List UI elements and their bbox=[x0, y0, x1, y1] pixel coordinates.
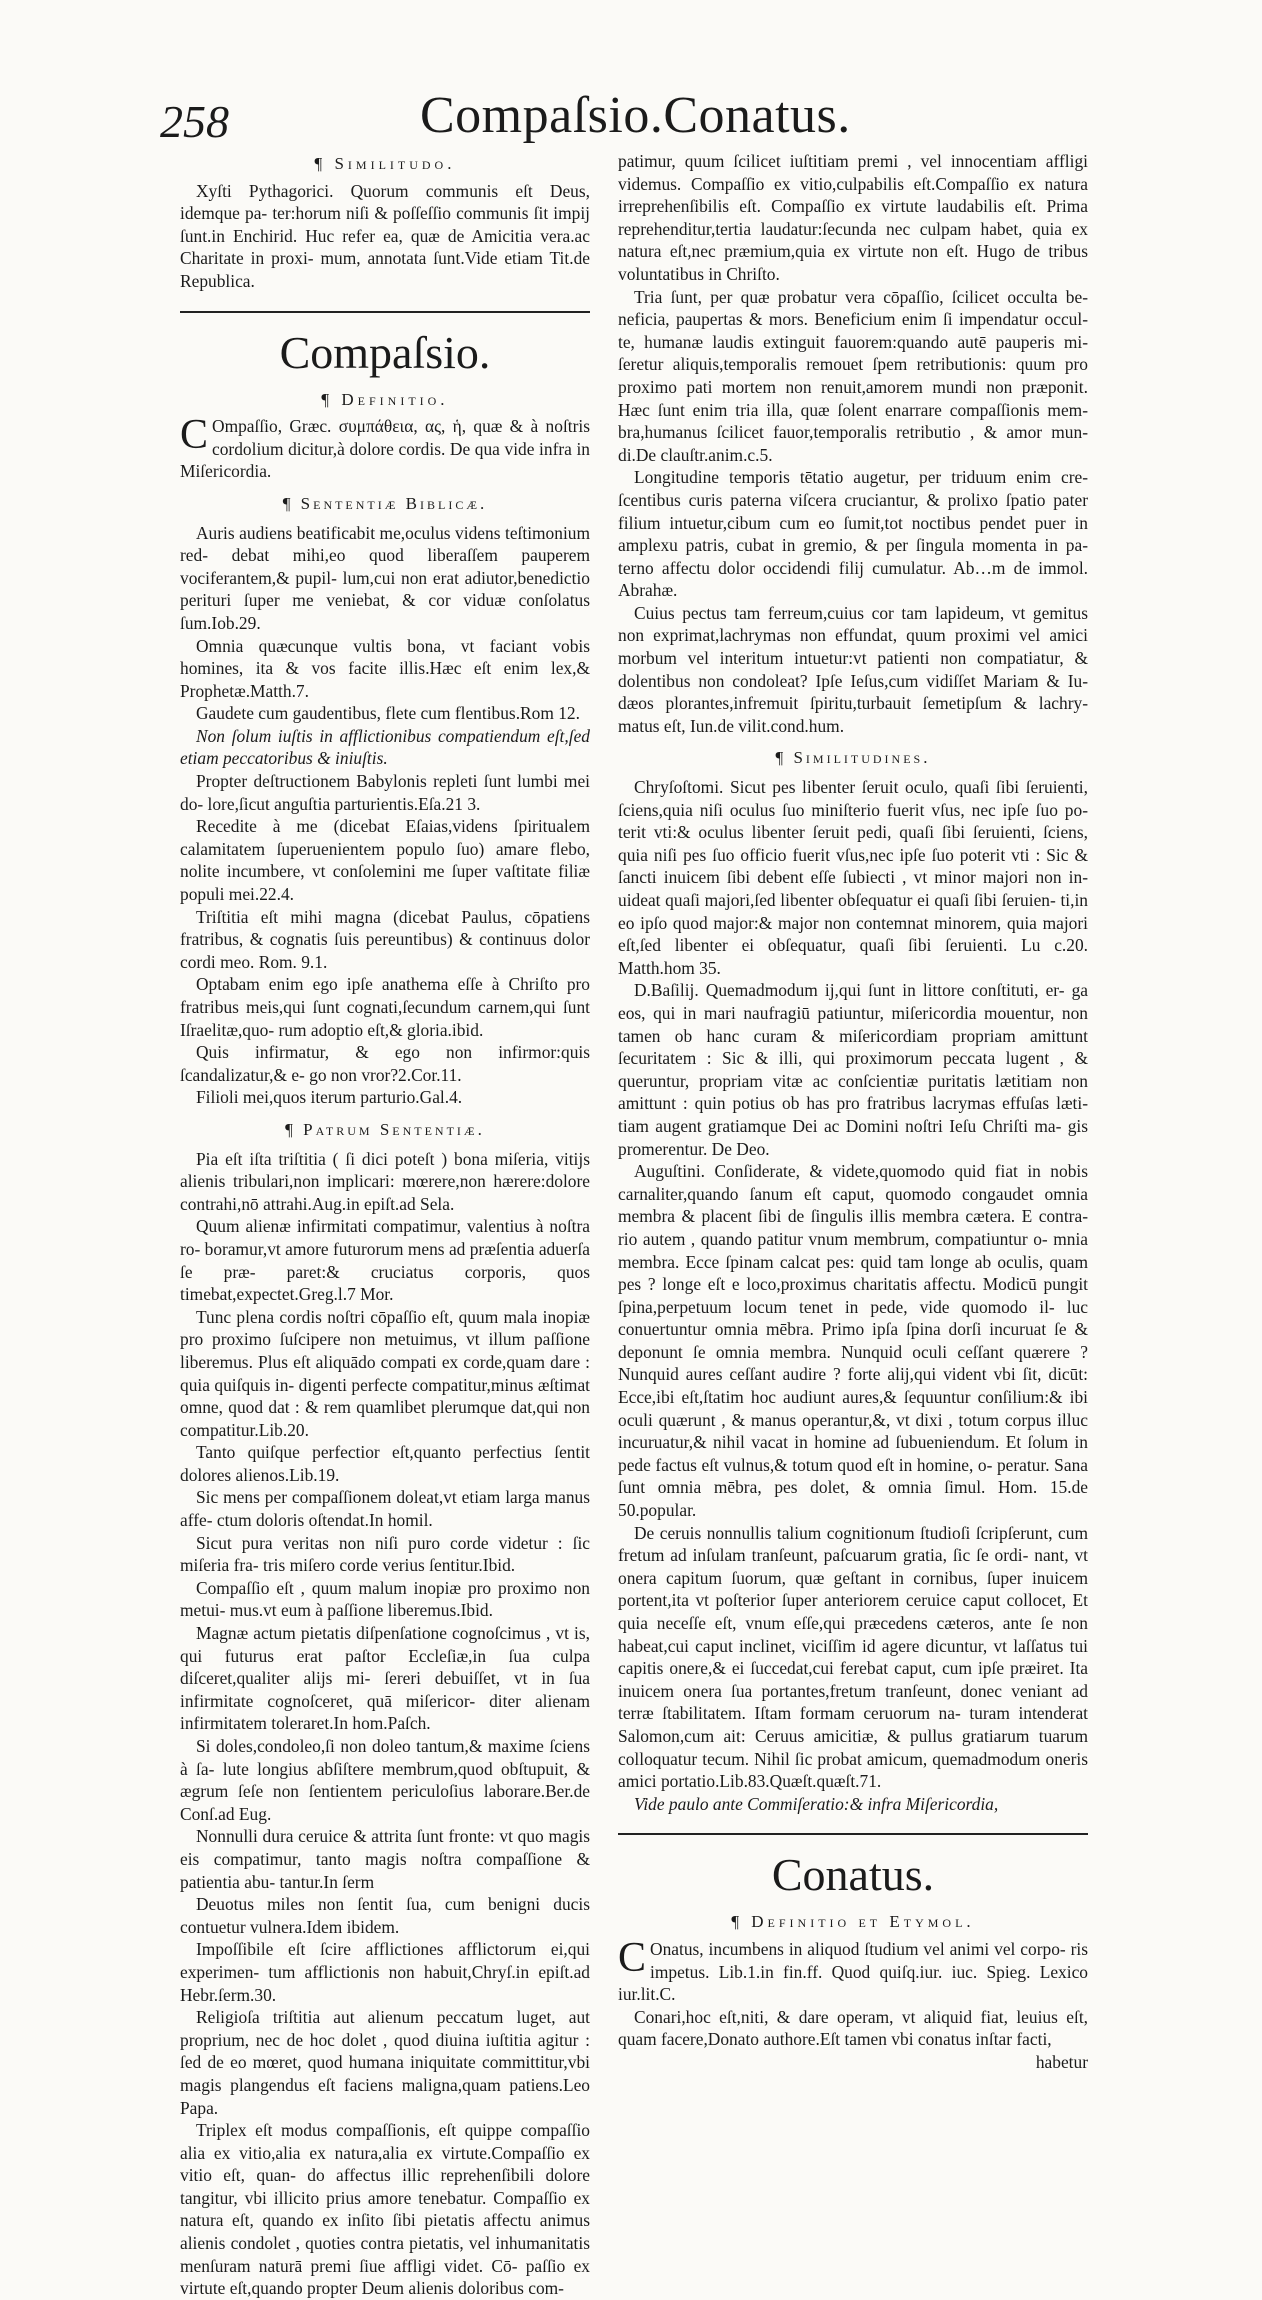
patrum-item: Triplex eſt modus compaſſionis, eſt quippe compaſſio alia ex vitio,alia ex natura,alia ex virtute.Compaſſio ex vitio eſt, quan- do affectus illic reprehenſibili dolore tangitur, vbi illicito prius amore tenebatur. Compaſſio ex natura eſt, quando ex inſito ſibi pietatis affectu animus alienis condolet , quoties contra pietatis, vel inhumanitatis menſuram naturā premi ſiue affligi videt. Cō- paſſio ex virtute eſt,quando propter Deum alienis doloribus com- bbox=[180, 2120, 590, 2299]
heading-patrum-sententiae: ¶ Patrum Sententiæ. bbox=[285, 1119, 485, 1139]
patrum-item: Deuotus miles non ſentit ſua, cum benigni ducis contuetur vulnera.Idem ibidem. bbox=[180, 1894, 590, 1937]
catchword: habetur bbox=[1035, 2051, 1088, 2072]
conatus-definition-text: Onatus, incumbens in aliquod ſtudium vel animi vel corpo- ris impetus. Lib.1.in fin.ff. Quod quiſq.iur. iuc. Spieg. Lexico iur.lit.C. bbox=[618, 1938, 1088, 2005]
biblicae-item: Quis infirmatur, & ego non infirmor:quis ſcandalizatur,& e- go non vror?2.Cor.11. bbox=[180, 1042, 590, 1085]
patrum-item: Magnæ actum pietatis diſpenſatione cognoſcimus , vt is, qui futurus erat paſtor Eccleſiæ,in ſua culpa diſceret,qualiter alijs mi- ſereri debuiſſet, vt in ſua infirmitate cognoſceret, quā miſericor- diter alienam infirmitatem toleraret.In hom.Paſch. bbox=[180, 1623, 590, 1734]
patrum-item: Compaſſio eſt , quum malum inopiæ pro proximo non metui- mus.vt eum à paſſione liberemus.Ibid. bbox=[180, 1577, 590, 1621]
similitudines-list bbox=[618, 776, 1088, 1793]
section-title-compassio: Compaſsio. bbox=[279, 326, 491, 378]
biblicae-item: Recedite à me (dicebat Eſaias,videns ſpiritualem calamitatem ſuperuenientem populo ſuo) amare flebo, nolite incumbere, vt conſolemini me ſuper vaſtitate filiæ populi mei.22.4. bbox=[180, 816, 590, 905]
similitudines-item: Auguſtini. Conſiderate, & videte,quomodo quid fiat in nobis carnaliter,quando ſanum eſt caput, quomodo congaudet omnia membra & placent ſibi de ſingulis illis membra cætera. E contra- rio autem , quando patitur vnum membrum, compatiuntur o- mnia membra. Ecce ſpinam calcat pes: quid tam longe ab oculis, quam pes ? longe eſt e loco,proximus charitatis affectu. Modicū pungit ſpina,perpetuum locum tenet in pede, vide quomodo il- luc conuertuntur omnia mēbra. Primo ipſa ſpina dorſi incuruat ſe & deponunt ſe omnia membra. Nunquid oculi ceſſant quærere ? Nunquid aures ceſſant audire ? forte alij,qui vident vbi ſit, dicūt: Ecce,ibi eſt,ſtatim hoc audiunt aures,& ſequuntur conſilium:& ibi oculi quærunt , & manus operantur,&, vt dixi , totum corpus illuc incuruatur,& nihil vacat in homine ad ſubueniendum. Et ſolum in pede factus eſt vulnus,& totum quod eſt in homine, o- peratur. Sana ſunt omnia mēbra, pes dolet, & omnia ſimul. Hom. 15.de 50.popular. bbox=[618, 1161, 1088, 1521]
patrum-list bbox=[180, 1148, 590, 2300]
patrum-item: Impoſſibile eſt ſcire afflictiones afflictorum ei,qui experimen- tum afflictionis non habuit,Chryſ.in epiſt.ad Hebr.ſerm.30. bbox=[180, 1939, 590, 2005]
similitudines-item: D.Baſilij. Quemadmodum ij,qui ſunt in littore conſtituti, er- ga eos, qui in mari naufragiū patiuntur, miſericordia mouentur, non tamen ob hanc curam & miſericordiam propriam amittunt ſecuritatem : Sic & illi, qui proximorum peccata lugent , & queruntur, propriam vitæ ac conſcientiæ puritatis lætitiam non amittunt : quin potius ob has pro fratribus lacrymas effuſas læti- tiam augent gratiamque Dei ac Domini noſtri Ieſu Chriſti ma- gis promerentur. De Deo. bbox=[618, 980, 1088, 1159]
heading-similitudines: ¶ Similitudines. bbox=[775, 748, 931, 768]
biblicae-item: Auris audiens beatificabit me,oculus videns teſtimonium red- debat mihi,eo quod liberaſſem pauperem vociferantem,& pupil- lum,cui non erat adiutor,benedictio perituri ſuper me veniebat, & cor viduæ conſolatus ſum.Iob.29. bbox=[180, 522, 590, 633]
biblicae-item: Propter deſtructionem Babylonis repleti ſunt lumbi mei do- lore,ſicut anguſtia parturientis.Eſa.21 3. bbox=[180, 771, 590, 814]
biblicae-item: Filioli mei,quos iterum parturio.Gal.4. bbox=[196, 1087, 463, 1108]
heading-sententiae-biblicae: ¶ Sententiæ Biblicæ. bbox=[282, 493, 488, 513]
patrum-item: Nonnulli dura ceruice & attrita ſunt fronte: vt quo magis eis compatimur, tanto magis noſtra compaſſione & patientia abu- tantur.In ſerm bbox=[180, 1826, 590, 1892]
page-number: 258 bbox=[160, 96, 229, 147]
section-title-conatus: Conatus. bbox=[771, 1849, 935, 1901]
similitudines-item: De ceruis nonnullis talium cognitionum ſtudioſi ſcripſerunt, cum fretum ad inſulam tranſeunt, paſcuarum gratia, ſic ſe ordi- nant, vt onera capitum ſuorum, quæ geſtant in cornibus, ſuper inuicem portent,ita vt poſterior ſuper anteriorem ceruice caput collocet, Et quia neceſſe eſt, vnum eſſe,qui præcedens cæteros, ante ſe non habeat,cui caput inclinet, viciſſim id agere dicuntur, vt laſſatus tui capitis onere,& ei ſuccedat,cui ferebat caput, cum ipſe præiret. Ita inuicem onera ſua portantes,fretum tranſeunt, donec veniant ad terræ ſtabilitatem. Iſtam formam ceruorum na- turam intenderat Salomon,cum ait: Ceruus amicitiæ, & pullus gratiarum tuarum colloquatur tecum. Nihil ſic probat amicum, quemadmodum oneris amici portatio.Lib.83.Quæſt.quæſt.71. bbox=[618, 1522, 1088, 1792]
patrum-item: Tanto quiſque perfectior eſt,quanto perfectius ſentit dolores alienos.Lib.19. bbox=[180, 1442, 590, 1485]
patrum-item: Sic mens per compaſſionem doleat,vt etiam larga manus affe- ctum doloris oſtendat.In homil. bbox=[180, 1487, 590, 1531]
patrum-item: Quum alienæ infirmitati compatimur, valentius à noſtra ro- boramur,vt amore futurorum mens ad præſentia aduerſa ſe præ- paret:& cruciatus corporis, quos timebat,expectet.Greg.l.7 Mor. bbox=[180, 1216, 590, 1305]
drop-cap: C bbox=[180, 412, 209, 459]
continuation-paragraph: Tria ſunt, per quæ probatur vera cōpaſſio, ſcilicet occulta be- neficia, paupertas & mors. Beneficium enim ſi impendatur occul- te, humanæ laudis extinguit fauorem:quando autē pauperis mi- ſeretur aliquis,temporalis remouet ſpem retributionis: quum pro proximo pati mortem non renuit,amorem mundi non præponit. Hæc ſunt enim tria illa, quæ ſolent enarrare compaſſionis mem- bra,humanus ſcilicet fauor,temporalis retributio , & amor mun- di.De clauſtr.anim.c.5. bbox=[618, 286, 1088, 465]
biblicae-item: Gaudete cum gaudentibus, flete cum flentibus.Rom 12. bbox=[196, 703, 580, 724]
section-divider bbox=[180, 311, 590, 313]
patrum-item: Religioſa triſtitia aut alienum peccatum luget, aut proprium, nec de hoc dolet , quod diuina iuſtitia agitur : ſed de eo mœret, quod humana iniquitate committitur,vbi magis plangendus eſt faciens maligna,quam patiens.Leo Papa. bbox=[180, 2007, 590, 2118]
heading-similitudo: ¶ Similitudo. bbox=[314, 154, 456, 173]
section-divider bbox=[618, 1833, 1088, 1835]
patrum-item: Pia eſt iſta triſtitia ( ſi dici poteſt ) bona miſeria, vitijs alienis tribulari,non implicari: mœrere,non hærere:dolore contrahi,nō attrahi.Aug.in epiſt.ad Sela. bbox=[180, 1148, 590, 1214]
biblicae-list bbox=[180, 522, 590, 1109]
heading-definitio-etymol: ¶ Definitio et Etymol. bbox=[731, 1912, 975, 1932]
continuation-paragraph: Cuius pectus tam ferreum,cuius cor tam lapideum, vt gemitus non exprimat,lachrymas non effundat, quum proximi vel amici morbum vel interitum intuetur:vt patienti non compatiatur, & dolentibus non condoleat? Ipſe Ieſus,cum vidiſſet Mariam & Iu- dæos plorantes,infremuit ſpiritu,turbauit ſemetipſum & lachry- matus eſt, Iun.de vilit.cond.hum. bbox=[618, 602, 1088, 736]
similitudines-item: Chryſoſtomi. Sicut pes libenter ſeruit oculo, quaſi ſibi ſeruienti, ſciens,quia niſi oculus ſuo miniſterio fuerit vſus, nec ipſe ſuo po- terit vti:& oculus libenter ſeruit pedi, quaſi ſibi ſeruienti, ſciens, quia niſi pes ſuo officio fuerit vſus,nec ipſe ſuo poterit vti : Sic & ſancti inuicem ſibi debent eſſe ſubiecti , vt minor majori non in- uideat quaſi majori,ſed libenter obſequatur ei quaſi ſibi ſeruien- ti,in eo ipſo quod major:& major non contemnat minorem, quia majori eſt,ſed libenter ei obſequatur, quaſi ſibi ſeruienti. Lu c.20. Matth.hom 35. bbox=[618, 777, 1088, 978]
heading-definitio: ¶ Definitio. bbox=[321, 389, 449, 409]
compassio-continuation bbox=[618, 150, 1088, 737]
conatus-paragraph: Conari,hoc eſt,niti, & dare operam, vt aliquid fiat, leuius eſt, quam facere,Donato authore.Eſt tamen vbi conatus inſtar facti, bbox=[618, 2006, 1088, 2050]
definitio-text: Ompaſſio, Græc. συμπάθεια, ας, ἡ, quæ & à noſtris cordolium dicitur,à dolore cordis. De qua vide infra in Miſericordia. bbox=[180, 416, 590, 482]
patrum-item: Tunc plena cordis noſtri cōpaſſio eſt, quum mala inopiæ pro proximo ſuſcipere non metuimus, vt illum paſſione liberemus. Plus eſt aliquādo compati ex corde,quam dare : quia quiſquis in- digenti perfecte compatitur,minus æſtimat omne, quod dat : & rem quamlibet plerumque dat,qui non compatitur.Lib.20. bbox=[180, 1306, 590, 1440]
cross-reference: Vide paulo ante Commiſeratio:& infra Miſericordia, bbox=[634, 1793, 999, 1814]
continuation-paragraph: patimur, quum ſcilicet iuſtitiam premi , vel innocentiam affligi videmus. Compaſſio ex vitio,culpabilis eſt.Compaſſio ex natura irreprehenſibilis eſt. Compaſſio ex virtute laudabilis eſt. Prima reprehenditur,tertia laudatur:ſecunda nec culpam habet, quia ex natura eſt,nec præmium,quia ex virtute non eſt. Hugo de tribus voluntatibus in Chriſto. bbox=[618, 151, 1088, 284]
running-head: Compaſsio.Conatus. bbox=[420, 87, 851, 144]
drop-cap: C bbox=[618, 1934, 647, 1981]
biblicae-item: Non ſolum iuſtis in afflictionibus compatiendum eſt,ſed etiam peccatoribus & iniuſtis. bbox=[180, 725, 590, 769]
biblicae-item: Triſtitia eſt mihi magna (dicebat Paulus, cōpatiens fratribus, & cognatis ſuis pereuntibus) & continuus dolor cordi meo. Rom. 9.1. bbox=[180, 906, 590, 972]
right-column bbox=[618, 150, 1088, 2072]
left-column bbox=[180, 150, 590, 2299]
continuation-paragraph: Longitudine temporis tētatio augetur, per triduum enim cre- ſcentibus curis paterna viſcera cruciantur, & prolixo ſpatio pater filium intuetur,cibum cum eo ſumit,tot noctibus pendet puer in amplexu patris, cubat in gremio, & per ſingula momenta in pa- terno affectu dolor occidendi filij cumulatur. Ab…m de immol. Abrahæ. bbox=[618, 467, 1088, 601]
biblicae-item: Optabam enim ego ipſe anathema eſſe à Chriſto pro fratribus meis,qui ſunt cognati,ſecundum carnem,qui ſunt Iſraelitæ,quo- rum adoptio eſt,& gloria.ibid. bbox=[180, 974, 590, 1040]
definitio-paragraph bbox=[180, 412, 590, 483]
conatus-definition bbox=[618, 1934, 1088, 2006]
patrum-item: Sicut pura veritas non niſi puro corde videtur : ſic miſeria fra- tris miſero corde verius ſentitur.Ibid. bbox=[180, 1532, 590, 1576]
patrum-item: Si doles,condoleo,ſi non doleo tantum,& maxime ſciens à ſa- lute longius abſiſtere membrum,quod obſtupuit, & ægrum ſeſe non ſentientem periculoſius laborare.Ber.de Conſ.ad Eug. bbox=[180, 1736, 590, 1824]
similitudo-paragraph: Xyſti Pythagorici. Quorum communis eſt Deus, idemque pa- ter:horum niſi & poſſeſſio communis ſit impij ſunt.in Enchirid. Huc refer ea, quæ de Amicitia vera.ac Charitate in proxi- mum, annotata ſunt.Vide etiam Tit.de Republica. bbox=[180, 180, 590, 291]
biblicae-item: Omnia quæcunque vultis bona, vt faciant vobis homines, ita & vos facite illis.Hæc eſt enim lex,& Prophetæ.Matth.7. bbox=[180, 635, 590, 701]
